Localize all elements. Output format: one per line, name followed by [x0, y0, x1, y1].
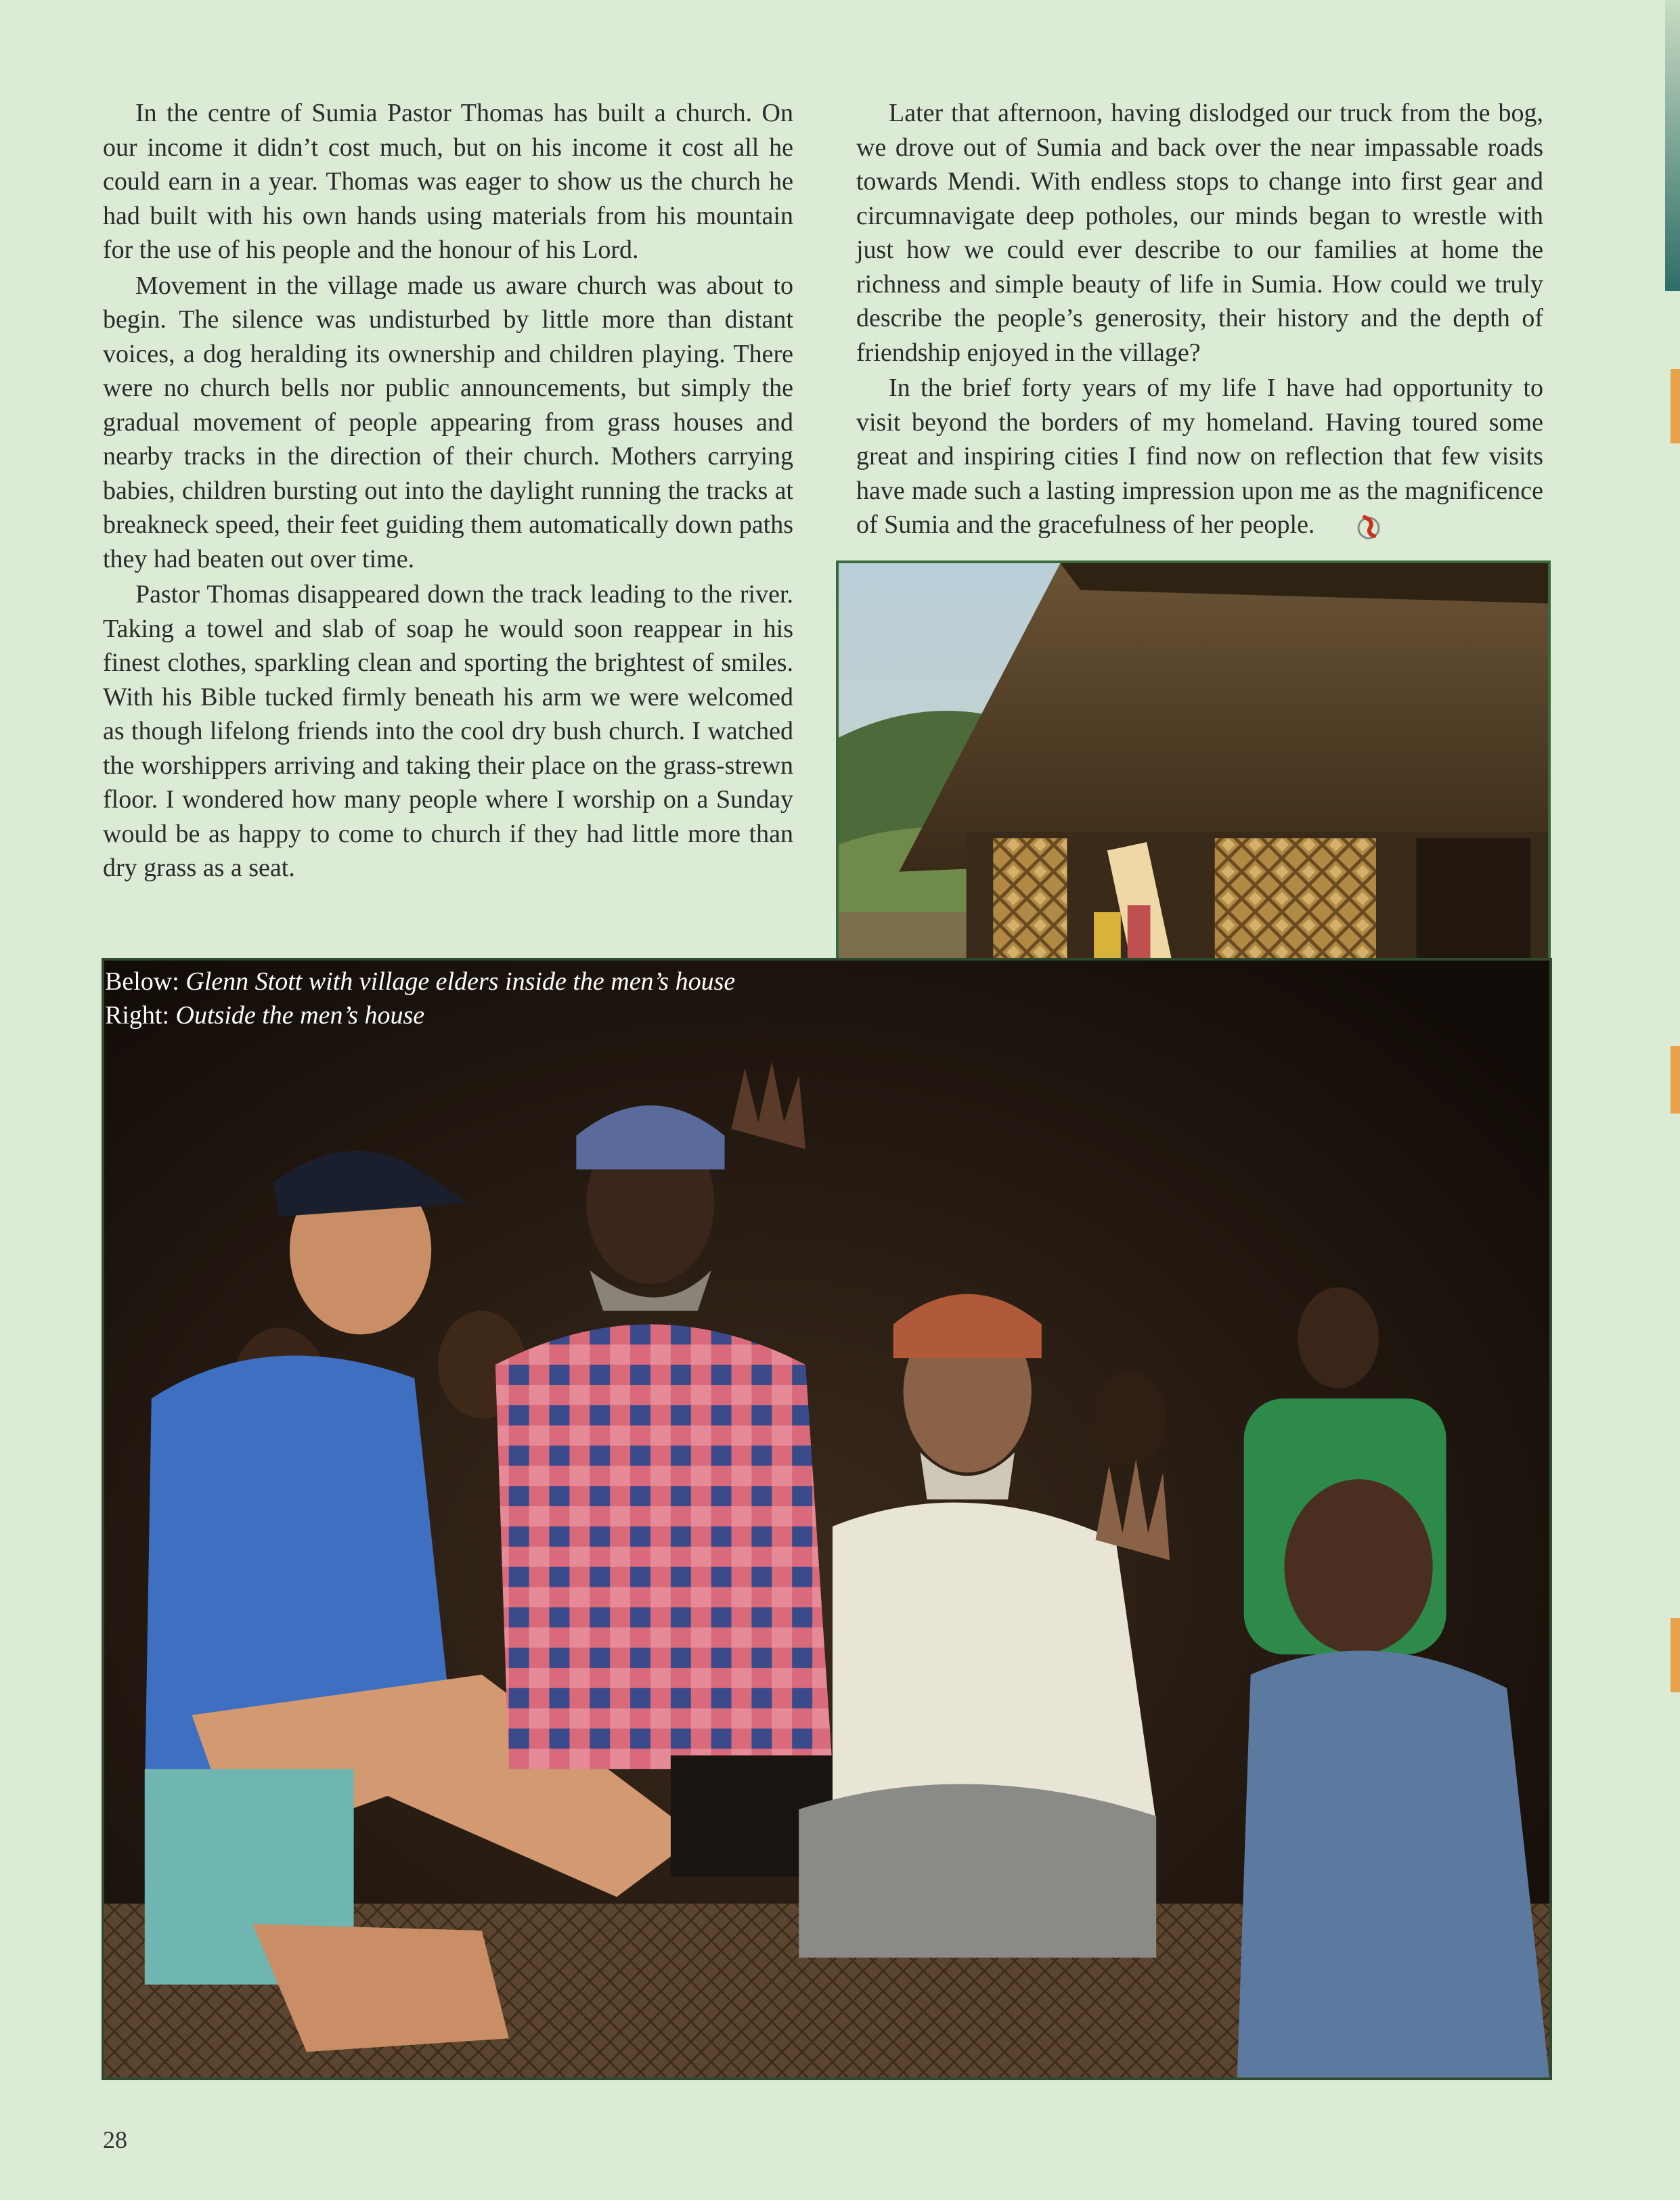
page-edge-strip — [1665, 0, 1680, 291]
caption-line-right — [105, 998, 849, 1032]
caption-text: Outside the men’s house — [175, 1001, 425, 1030]
paragraph-text: In the brief forty years of my life I have had opportunity to visit beyond the borders of my homeland. Having toured some great and inspiring cities I find now on reflection that few visits have made such a lasting impression upon me as the magnificence of Sumia and the gracefulness of her people. — [856, 374, 1543, 539]
edge-tab-mark — [1671, 1046, 1680, 1114]
photo-village-elders — [102, 958, 1552, 2080]
caption-label: Right: — [105, 1001, 170, 1030]
edge-tab-mark — [1671, 369, 1680, 443]
paragraph: Later that afternoon, having dislodged our truck from the bog, we drove out of Sumia and back over the near impassable roads towards Mendi. With endless stops to change into first gear and circumnavigate deep potholes, our minds began to wrestle with just how we could ever describe to our families at home the richness and simple beauty of life in Sumia. How could we truly describe the people’s generosity, their history and the depth of friendship enjoyed in the village? — [856, 99, 1543, 367]
end-of-article-icon — [1323, 513, 1350, 540]
paragraph: Movement in the village made us aware church was about to begin. The silence was undisturbed by little more than distant voices, a dog heralding its ownership and children playing. There were no church bells nor public announcements, but simply the gradual movement of people appearing from grass houses and nearby tracks in the direction of their church. Mothers carrying babies, children bursting out into the daylight running the tracks at breakneck speed, their feet guiding them automatically down paths they had beaten out over time. — [103, 271, 793, 573]
paragraph: Pastor Thomas disappeared down the track leading to the river. Taking a towel and slab of soap he would soon reappear in his finest clothes, sparkling clean and sporting the brightest of smiles. With his Bible tucked firmly beneath his arm we were welcomed as though lifelong friends into the cool dry bush church. I watched the worshippers arriving and taking their place on the grass-strewn floor. I wondered how many people where I worship on a Sunday would be as happy to come to church if they had little more than dry grass as a seat. — [103, 580, 793, 882]
edge-tab-mark — [1671, 1618, 1680, 1692]
caption-label: Below: — [105, 967, 179, 996]
page-number: 28 — [103, 2126, 127, 2153]
caption-text: Glenn Stott with village elders inside the men’s house — [185, 967, 736, 996]
article-right-column — [856, 96, 1543, 544]
caption-line-below — [105, 965, 849, 998]
paragraph: In the centre of Sumia Pastor Thomas has built a church. On our income it didn’t cost much, but on his income it cost all he could earn in a year. Thomas was eager to show us the church he had built with his own hands using materials from his mountain for the use of his people and the honour of his Lord. — [103, 99, 793, 264]
photo-caption — [105, 965, 849, 1032]
article-left-column — [103, 96, 793, 887]
paragraph — [856, 371, 1543, 542]
